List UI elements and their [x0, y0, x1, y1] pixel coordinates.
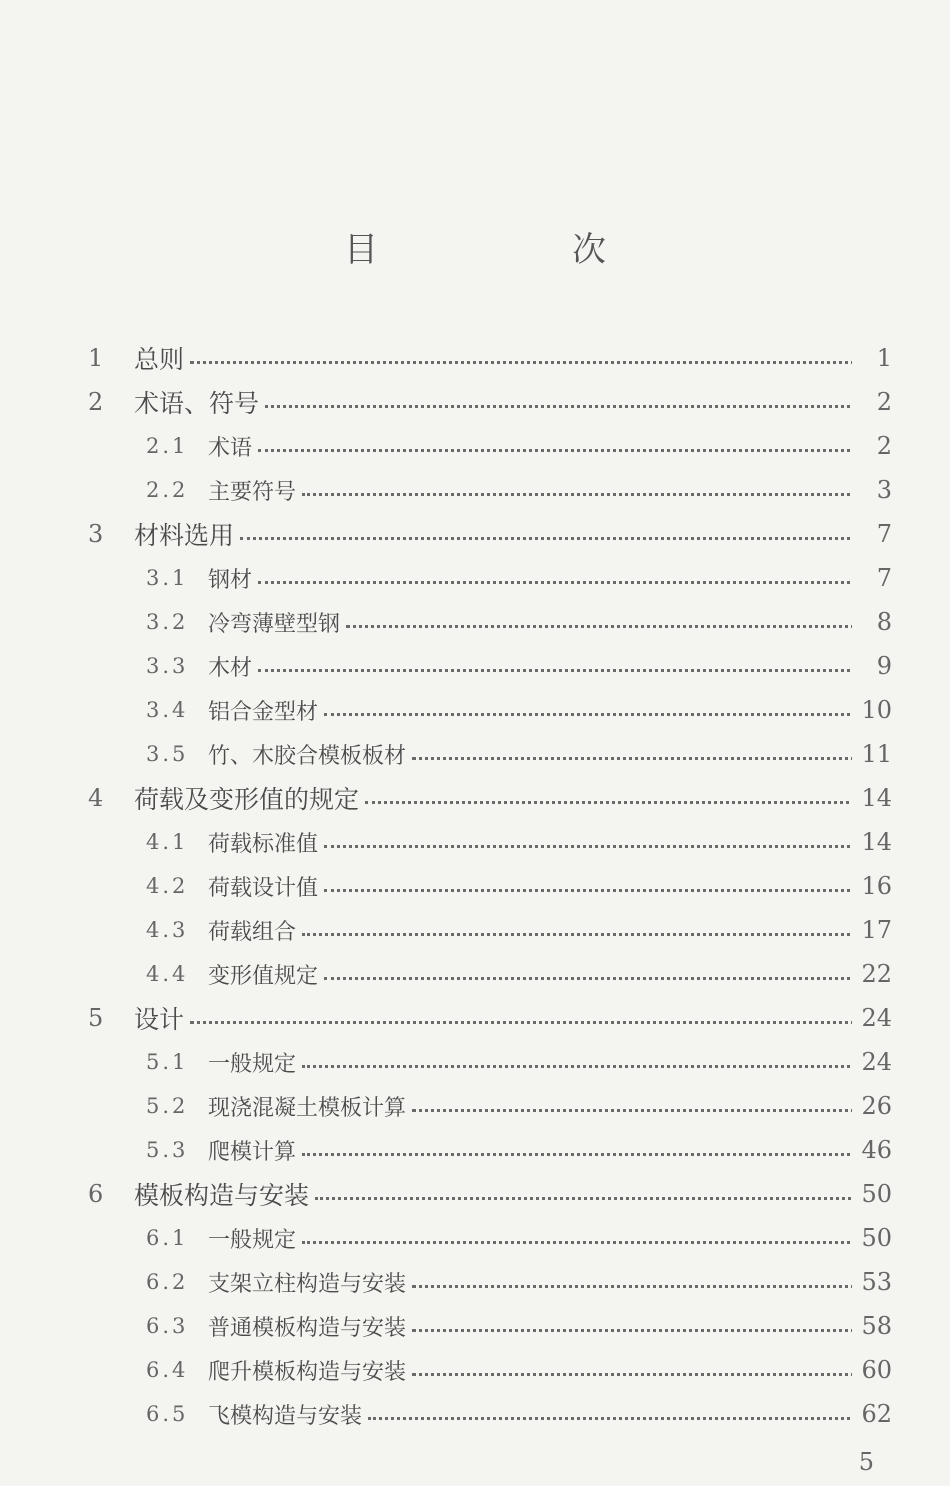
- toc-entry-page: 14: [852, 784, 892, 812]
- toc-entry[interactable]: [0, 1392, 950, 1436]
- toc-entry[interactable]: [0, 908, 950, 952]
- toc-entry-number: 5.1: [146, 1050, 189, 1074]
- toc-entry-number: 3.4: [146, 698, 189, 722]
- toc-entry-number: 5: [88, 1004, 104, 1032]
- toc-entry-number: 1: [88, 344, 104, 372]
- dot-leader: [302, 1239, 868, 1244]
- toc-entry[interactable]: [0, 1172, 950, 1216]
- toc-entry-label: 竹、木胶合模板板材: [208, 739, 412, 770]
- toc-entry-page: 2: [852, 432, 892, 460]
- dot-leader: [240, 535, 868, 540]
- dot-leader: [302, 1063, 868, 1068]
- toc-entry[interactable]: [0, 776, 950, 820]
- dot-leader: [302, 1151, 868, 1156]
- toc-entry-label: 一般规定: [208, 1223, 302, 1254]
- dot-leader: [346, 623, 868, 628]
- toc-entry-number: 6.5: [146, 1402, 189, 1426]
- toc-entry-number: 6: [88, 1180, 104, 1208]
- toc-entry-label: 总则: [134, 340, 190, 376]
- toc-entry-label: 术语: [208, 431, 258, 462]
- toc-entry-page: 53: [852, 1268, 892, 1296]
- toc-entry-number: 6.3: [146, 1314, 189, 1338]
- dot-leader: [324, 975, 868, 980]
- toc-entry-number: 6.4: [146, 1358, 189, 1382]
- toc-entry-page: 46: [852, 1136, 892, 1164]
- toc-entry-label: 荷载标准值: [208, 827, 324, 858]
- toc-entry[interactable]: [0, 1260, 950, 1304]
- toc-entry-page: 2: [852, 388, 892, 416]
- toc-entry-label: 荷载设计值: [208, 871, 324, 902]
- toc-entry-label: 设计: [134, 1000, 190, 1036]
- toc-entry-label: 一般规定: [208, 1047, 302, 1078]
- dot-leader: [412, 1371, 868, 1376]
- toc-entry[interactable]: [0, 424, 950, 468]
- dot-leader: [258, 447, 868, 452]
- toc-entry-number: 6.1: [146, 1226, 189, 1250]
- toc-entry[interactable]: [0, 336, 950, 380]
- toc-entry-number: 2.1: [146, 434, 189, 458]
- toc-entry[interactable]: [0, 864, 950, 908]
- toc-entry-label: 爬升模板构造与安装: [208, 1355, 412, 1386]
- toc-entry[interactable]: [0, 996, 950, 1040]
- toc-entry[interactable]: [0, 1304, 950, 1348]
- toc-entry-number: 2: [88, 388, 104, 416]
- toc-entry-label: 变形值规定: [208, 959, 324, 990]
- toc-entry-number: 4.2: [146, 874, 189, 898]
- toc-entry-label: 主要符号: [208, 475, 302, 506]
- toc-entry-number: 3.5: [146, 742, 189, 766]
- dot-leader: [315, 1195, 868, 1200]
- toc-entry-page: 22: [852, 960, 892, 988]
- toc-entry-number: 5.2: [146, 1094, 189, 1118]
- toc-entry-label: 爬模计算: [208, 1135, 302, 1166]
- toc-entry-page: 16: [852, 872, 892, 900]
- toc-entry[interactable]: [0, 688, 950, 732]
- dot-leader: [412, 1283, 868, 1288]
- toc-entry-label: 普通模板构造与安装: [208, 1311, 412, 1342]
- toc-entry-label: 现浇混凝土模板计算: [208, 1091, 412, 1122]
- toc-entry[interactable]: [0, 644, 950, 688]
- toc-entry-page: 8: [852, 608, 892, 636]
- toc-entry-label: 术语、符号: [134, 384, 265, 420]
- toc-entry-number: 2.2: [146, 478, 189, 502]
- toc-entry-label: 荷载及变形值的规定: [134, 780, 365, 816]
- toc-entry-number: 4: [88, 784, 104, 812]
- toc-entry-page: 60: [852, 1356, 892, 1384]
- toc-entry-page: 7: [852, 564, 892, 592]
- toc-entry-page: 50: [852, 1180, 892, 1208]
- toc-entry[interactable]: [0, 1084, 950, 1128]
- dot-leader: [412, 1327, 868, 1332]
- toc-entry-page: 24: [852, 1048, 892, 1076]
- toc-entry-page: 10: [852, 696, 892, 724]
- toc-entry-number: 6.2: [146, 1270, 189, 1294]
- dot-leader: [324, 711, 868, 716]
- dot-leader: [324, 887, 868, 892]
- toc-entry-label: 荷载组合: [208, 915, 302, 946]
- toc-title: 目 次: [344, 230, 686, 270]
- toc-entry-page: 7: [852, 520, 892, 548]
- page-number: 5: [858, 1448, 874, 1476]
- toc-entry[interactable]: [0, 820, 950, 864]
- toc-entry[interactable]: [0, 732, 950, 776]
- toc-entry-page: 24: [852, 1004, 892, 1032]
- toc-entry-label: 材料选用: [134, 516, 240, 552]
- toc-entry-page: 50: [852, 1224, 892, 1252]
- toc-entry-label: 铝合金型材: [208, 695, 324, 726]
- toc-entry-label: 模板构造与安装: [134, 1176, 315, 1212]
- dot-leader: [302, 931, 868, 936]
- toc-entry-number: 4.4: [146, 962, 189, 986]
- toc-entry-number: 3.1: [146, 566, 189, 590]
- dot-leader: [258, 579, 868, 584]
- toc-entry-number: 4.3: [146, 918, 189, 942]
- toc-entry-page: 9: [852, 652, 892, 680]
- toc-entry-page: 58: [852, 1312, 892, 1340]
- dot-leader: [258, 667, 868, 672]
- toc-entry-number: 3: [88, 520, 104, 548]
- toc-entry-number: 4.1: [146, 830, 189, 854]
- toc-entry[interactable]: [0, 512, 950, 556]
- dot-leader: [265, 403, 868, 408]
- dot-leader: [365, 799, 868, 804]
- toc-entry-number: 5.3: [146, 1138, 189, 1162]
- dot-leader: [368, 1415, 868, 1420]
- dot-leader: [412, 1107, 868, 1112]
- dot-leader: [190, 1019, 868, 1024]
- toc-entry-label: 钢材: [208, 563, 258, 594]
- toc-entry[interactable]: [0, 952, 950, 996]
- toc-entry-label: 飞模构造与安装: [208, 1399, 368, 1430]
- toc-entry-page: 17: [852, 916, 892, 944]
- toc-entry-page: 1: [852, 344, 892, 372]
- toc-entry-label: 支架立柱构造与安装: [208, 1267, 412, 1298]
- toc-entry-page: 11: [852, 740, 892, 768]
- toc-entry[interactable]: [0, 468, 950, 512]
- toc-entry[interactable]: [0, 556, 950, 600]
- toc-entry[interactable]: [0, 1040, 950, 1084]
- toc-entry-page: 14: [852, 828, 892, 856]
- toc-entry-number: 3.3: [146, 654, 189, 678]
- toc-entry-page: 62: [852, 1400, 892, 1428]
- toc-entry[interactable]: [0, 380, 950, 424]
- toc-entry-page: 26: [852, 1092, 892, 1120]
- dot-leader: [302, 491, 868, 496]
- toc-entry-label: 木材: [208, 651, 258, 682]
- toc-entry[interactable]: [0, 1348, 950, 1392]
- toc-entry[interactable]: [0, 600, 950, 644]
- toc-entry-label: 冷弯薄壁型钢: [208, 607, 346, 638]
- toc-entry-page: 3: [852, 476, 892, 504]
- toc-entry[interactable]: [0, 1128, 950, 1172]
- toc-entry-number: 3.2: [146, 610, 189, 634]
- toc-entry[interactable]: [0, 1216, 950, 1260]
- dot-leader: [324, 843, 868, 848]
- dot-leader: [412, 755, 868, 760]
- dot-leader: [190, 359, 868, 364]
